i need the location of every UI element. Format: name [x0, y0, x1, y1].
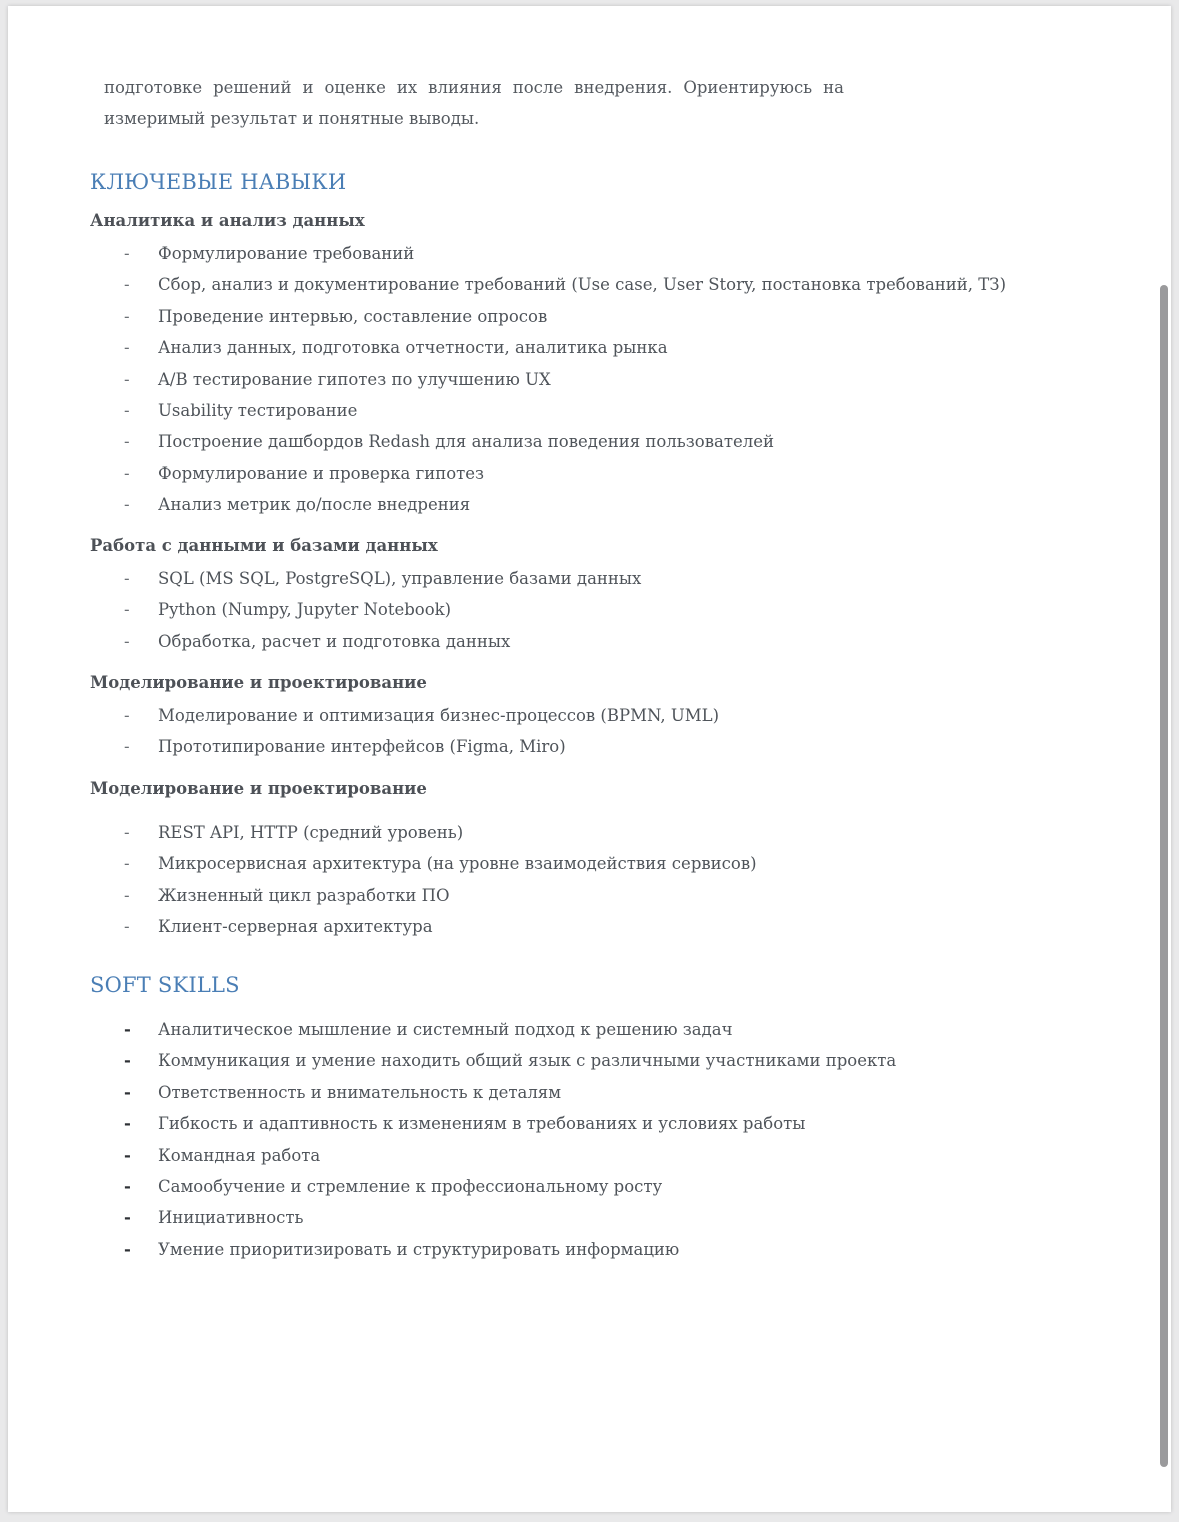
- list-item: [8, 426, 1108, 457]
- soft-skills-list: [8, 1014, 1108, 1265]
- list-item: [8, 563, 1108, 594]
- list-item: [8, 1171, 1108, 1202]
- bullet-dash: -: [124, 338, 130, 358]
- intro-line: подготовке решений и оценке их влияния после внедрения. Ориентируюсь на: [104, 78, 844, 97]
- skills-list: [8, 700, 1108, 763]
- intro-paragraph: [104, 72, 844, 134]
- bullet-dash: -: [124, 275, 130, 295]
- list-item: [8, 594, 1108, 625]
- list-item: [8, 626, 1108, 657]
- list-item: [8, 1202, 1108, 1233]
- bullet-dash: -: [124, 854, 130, 874]
- bullet-dash: -: [124, 1176, 131, 1196]
- bullet-dash: -: [124, 244, 130, 263]
- bullet-dash: -: [124, 1051, 131, 1071]
- group-title: Моделирование и проектирование: [90, 779, 427, 798]
- list-item: [8, 1140, 1108, 1171]
- bullet-dash: -: [124, 1114, 131, 1134]
- list-item-text: Микросервисная архитектура (на уровне взаимодействия сервисов): [158, 854, 757, 874]
- list-item-text: Анализ данных, подготовка отчетности, аналитика рынка: [158, 338, 668, 358]
- key-skills-heading: КЛЮЧЕВЫЕ НАВЫКИ: [90, 170, 347, 194]
- list-item: [8, 332, 1108, 363]
- list-item-text: Сбор, анализ и документирование требований (Use case, User Story, постановка требований, ТЗ): [158, 275, 1007, 295]
- list-item-text: Жизненный цикл разработки ПО: [158, 885, 450, 905]
- vertical-scrollbar[interactable]: [1160, 285, 1168, 1467]
- bullet-dash: -: [124, 631, 130, 651]
- list-item-text: Умение приоритизировать и структурировать информацию: [158, 1239, 680, 1259]
- list-item-text: Формулирование и проверка гипотез: [158, 463, 485, 483]
- list-item: [8, 1234, 1108, 1265]
- bullet-dash: -: [124, 369, 130, 389]
- bullet-dash: -: [124, 706, 130, 725]
- list-item-text: Аналитическое мышление и системный подход к решению задач: [158, 1020, 733, 1039]
- bullet-dash: -: [124, 1145, 131, 1165]
- list-item-text: Клиент-серверная архитектура: [158, 917, 433, 937]
- list-item: [8, 458, 1108, 489]
- list-item: [8, 1077, 1108, 1108]
- list-item-text: Прототипирование интерфейсов (Figma, Miro): [158, 737, 566, 757]
- list-item: [8, 817, 1108, 848]
- bullet-dash: -: [124, 1239, 131, 1259]
- list-item: [8, 395, 1108, 426]
- skills-list: [8, 563, 1108, 657]
- list-item: [8, 1045, 1108, 1076]
- bullet-dash: -: [124, 432, 130, 452]
- skills-list: [8, 817, 1108, 943]
- list-item: [8, 1014, 1108, 1045]
- list-item-text: Гибкость и адаптивность к изменениям в требованиях и условиях работы: [158, 1114, 806, 1134]
- list-item-text: Анализ метрик до/после внедрения: [158, 495, 471, 515]
- list-item-text: REST API, HTTP (средний уровень): [158, 823, 464, 842]
- list-item-text: Проведение интервью, составление опросов: [158, 306, 548, 326]
- list-item-text: Построение дашбордов Redash для анализа поведения пользователей: [158, 432, 774, 452]
- list-item: [8, 731, 1108, 762]
- bullet-dash: -: [124, 885, 130, 905]
- group-title: Работа с данными и базами данных: [90, 536, 438, 555]
- list-item-text: Формулирование требований: [158, 244, 415, 263]
- list-item: [8, 238, 1108, 269]
- bullet-dash: -: [124, 823, 130, 842]
- soft-skills-heading: SOFT SKILLS: [90, 973, 240, 997]
- list-item: [8, 880, 1108, 911]
- bullet-dash: -: [124, 463, 130, 483]
- bullet-dash: -: [124, 600, 130, 620]
- bullet-dash: -: [124, 1082, 131, 1102]
- list-item: [8, 364, 1108, 395]
- list-item: [8, 848, 1108, 879]
- skills-list: [8, 238, 1108, 521]
- list-item-text: Python (Numpy, Jupyter Notebook): [158, 600, 452, 620]
- bullet-dash: -: [124, 917, 130, 937]
- list-item-text: Usability тестирование: [158, 400, 358, 420]
- list-item: [8, 489, 1108, 520]
- bullet-dash: -: [124, 569, 130, 588]
- list-item: [8, 301, 1108, 332]
- list-item-text: Коммуникация и умение находить общий язык с различными участниками проекта: [158, 1051, 897, 1071]
- list-item-text: Командная работа: [158, 1145, 321, 1165]
- list-item-text: Моделирование и оптимизация бизнес-процессов (BPMN, UML): [158, 706, 720, 725]
- list-item: [8, 700, 1108, 731]
- group-title: Моделирование и проектирование: [90, 673, 427, 692]
- bullet-dash: -: [124, 1020, 131, 1039]
- list-item-text: Самообучение и стремление к профессиональному росту: [158, 1176, 663, 1196]
- bullet-dash: -: [124, 400, 130, 420]
- document-page: [8, 6, 1171, 1512]
- group-title: Аналитика и анализ данных: [90, 211, 365, 230]
- intro-line: измеримый результат и понятные выводы.: [104, 109, 480, 128]
- list-item-text: Обработка, расчет и подготовка данных: [158, 631, 511, 651]
- list-item-text: A/B тестирование гипотез по улучшению UX: [158, 369, 551, 389]
- bullet-dash: -: [124, 737, 130, 757]
- bullet-dash: -: [124, 1208, 131, 1228]
- bullet-dash: -: [124, 495, 130, 515]
- list-item: [8, 1108, 1108, 1139]
- list-item: [8, 269, 1108, 300]
- list-item-text: Инициативность: [158, 1208, 304, 1228]
- list-item: [8, 911, 1108, 942]
- list-item-text: Ответственность и внимательность к деталям: [158, 1082, 562, 1102]
- bullet-dash: -: [124, 306, 130, 326]
- list-item-text: SQL (MS SQL, PostgreSQL), управление базами данных: [158, 569, 642, 588]
